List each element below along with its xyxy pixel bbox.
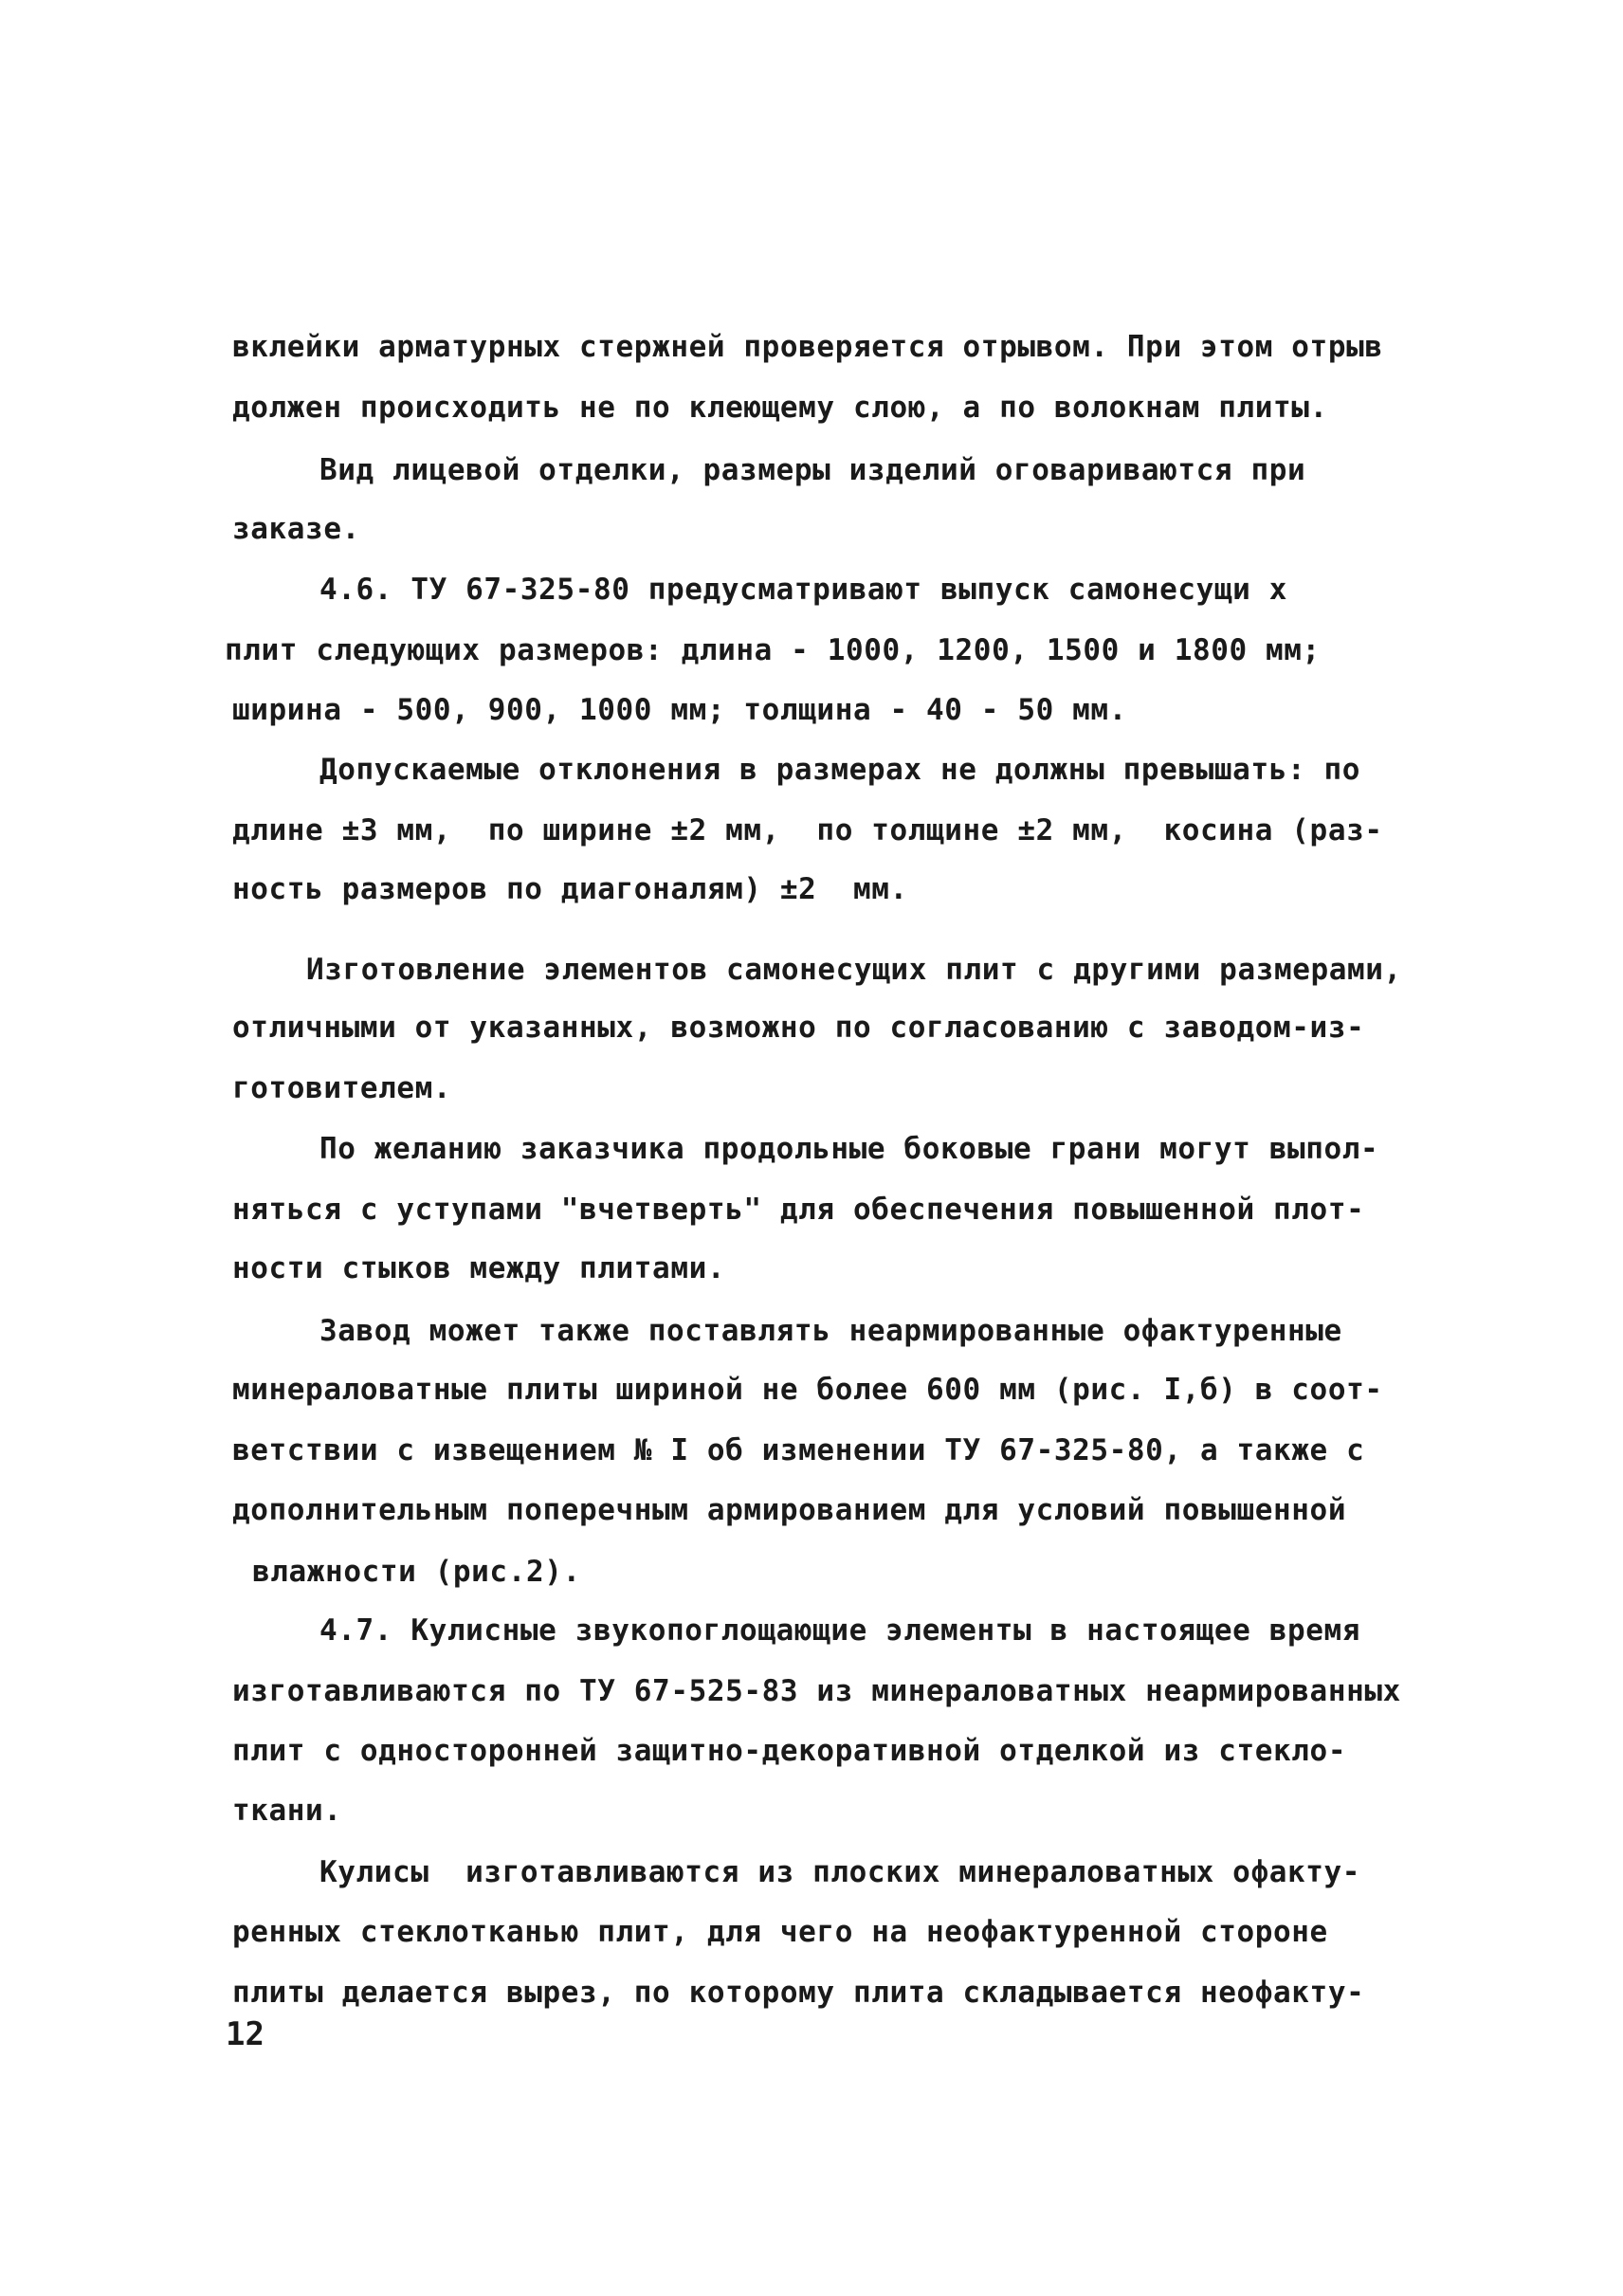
text-line-1: вклейки арматурных стержней проверяется отрывом. При этом отрыв bbox=[232, 330, 1383, 364]
text-line-22: 4.7. Кулисные звукопоглощающие элементы в настоящее время bbox=[319, 1613, 1361, 1648]
text-line-27: ренных стеклотканью плит, для чего на неофактуренной стороне bbox=[232, 1915, 1328, 1949]
text-line-9: длине ±3 мм, по ширине ±2 мм, по толщине ±2 мм, косина (раз- bbox=[232, 813, 1383, 847]
text-line-14: По желанию заказчика продольные боковые грани могут выпол- bbox=[319, 1132, 1379, 1166]
page-number: 12 bbox=[226, 2015, 264, 2053]
text-line-18: минераловатные плиты шириной не более 600 мм (рис. I,б) в соот- bbox=[232, 1373, 1383, 1407]
text-line-26: Кулисы изготавливаются из плоских минераловатных офакту- bbox=[319, 1855, 1361, 1889]
text-line-12: отличными от указанных, возможно по согласованию с заводом-из- bbox=[232, 1011, 1365, 1045]
text-line-15: няться с уступами "вчетверть" для обеспечения повышенной плот- bbox=[232, 1193, 1365, 1227]
text-line-16: ности стыков между плитами. bbox=[232, 1251, 726, 1285]
text-line-2: должен происходить не по клеющему слою, а по волокнам плиты. bbox=[232, 391, 1328, 425]
text-line-21: влажности (рис.2). bbox=[252, 1555, 581, 1589]
text-line-4: заказе. bbox=[232, 512, 360, 546]
text-line-20: дополнительным поперечным армированием для условий повышенной bbox=[232, 1493, 1347, 1527]
text-line-13: готовителем. bbox=[232, 1071, 452, 1105]
text-line-3: Вид лицевой отделки, размеры изделий оговариваются при bbox=[319, 453, 1306, 487]
text-line-8: Допускаемые отклонения в размерах не должны превышать: по bbox=[319, 753, 1361, 787]
text-line-6: плит следующих размеров: длина - 1000, 1200, 1500 и 1800 мм; bbox=[225, 633, 1321, 667]
text-line-17: Завод может также поставлять неармированные офактуренные bbox=[319, 1314, 1342, 1348]
text-line-25: ткани. bbox=[232, 1794, 342, 1828]
text-line-24: плит с односторонней защитно-декоративной отделкой из стекло- bbox=[232, 1734, 1347, 1768]
text-line-19: ветствии с извещением № I об изменении ТУ 67-325-80, а также с bbox=[232, 1433, 1365, 1467]
text-line-10: ность размеров по диагоналям) ±2 мм. bbox=[232, 872, 908, 906]
text-line-7: ширина - 500, 900, 1000 мм; толщина - 40 - 50 мм. bbox=[232, 693, 1127, 727]
text-line-11: Изготовление элементов самонесущих плит с другими размерами, bbox=[306, 953, 1402, 987]
text-line-23: изготавливаются по ТУ 67-525-83 из минераловатных неармированных bbox=[232, 1674, 1401, 1708]
text-line-28: плиты делается вырез, по которому плита складывается неофакту- bbox=[232, 1976, 1365, 2010]
text-line-5: 4.6. ТУ 67-325-80 предусматривают выпуск самонесущи х bbox=[319, 573, 1287, 607]
